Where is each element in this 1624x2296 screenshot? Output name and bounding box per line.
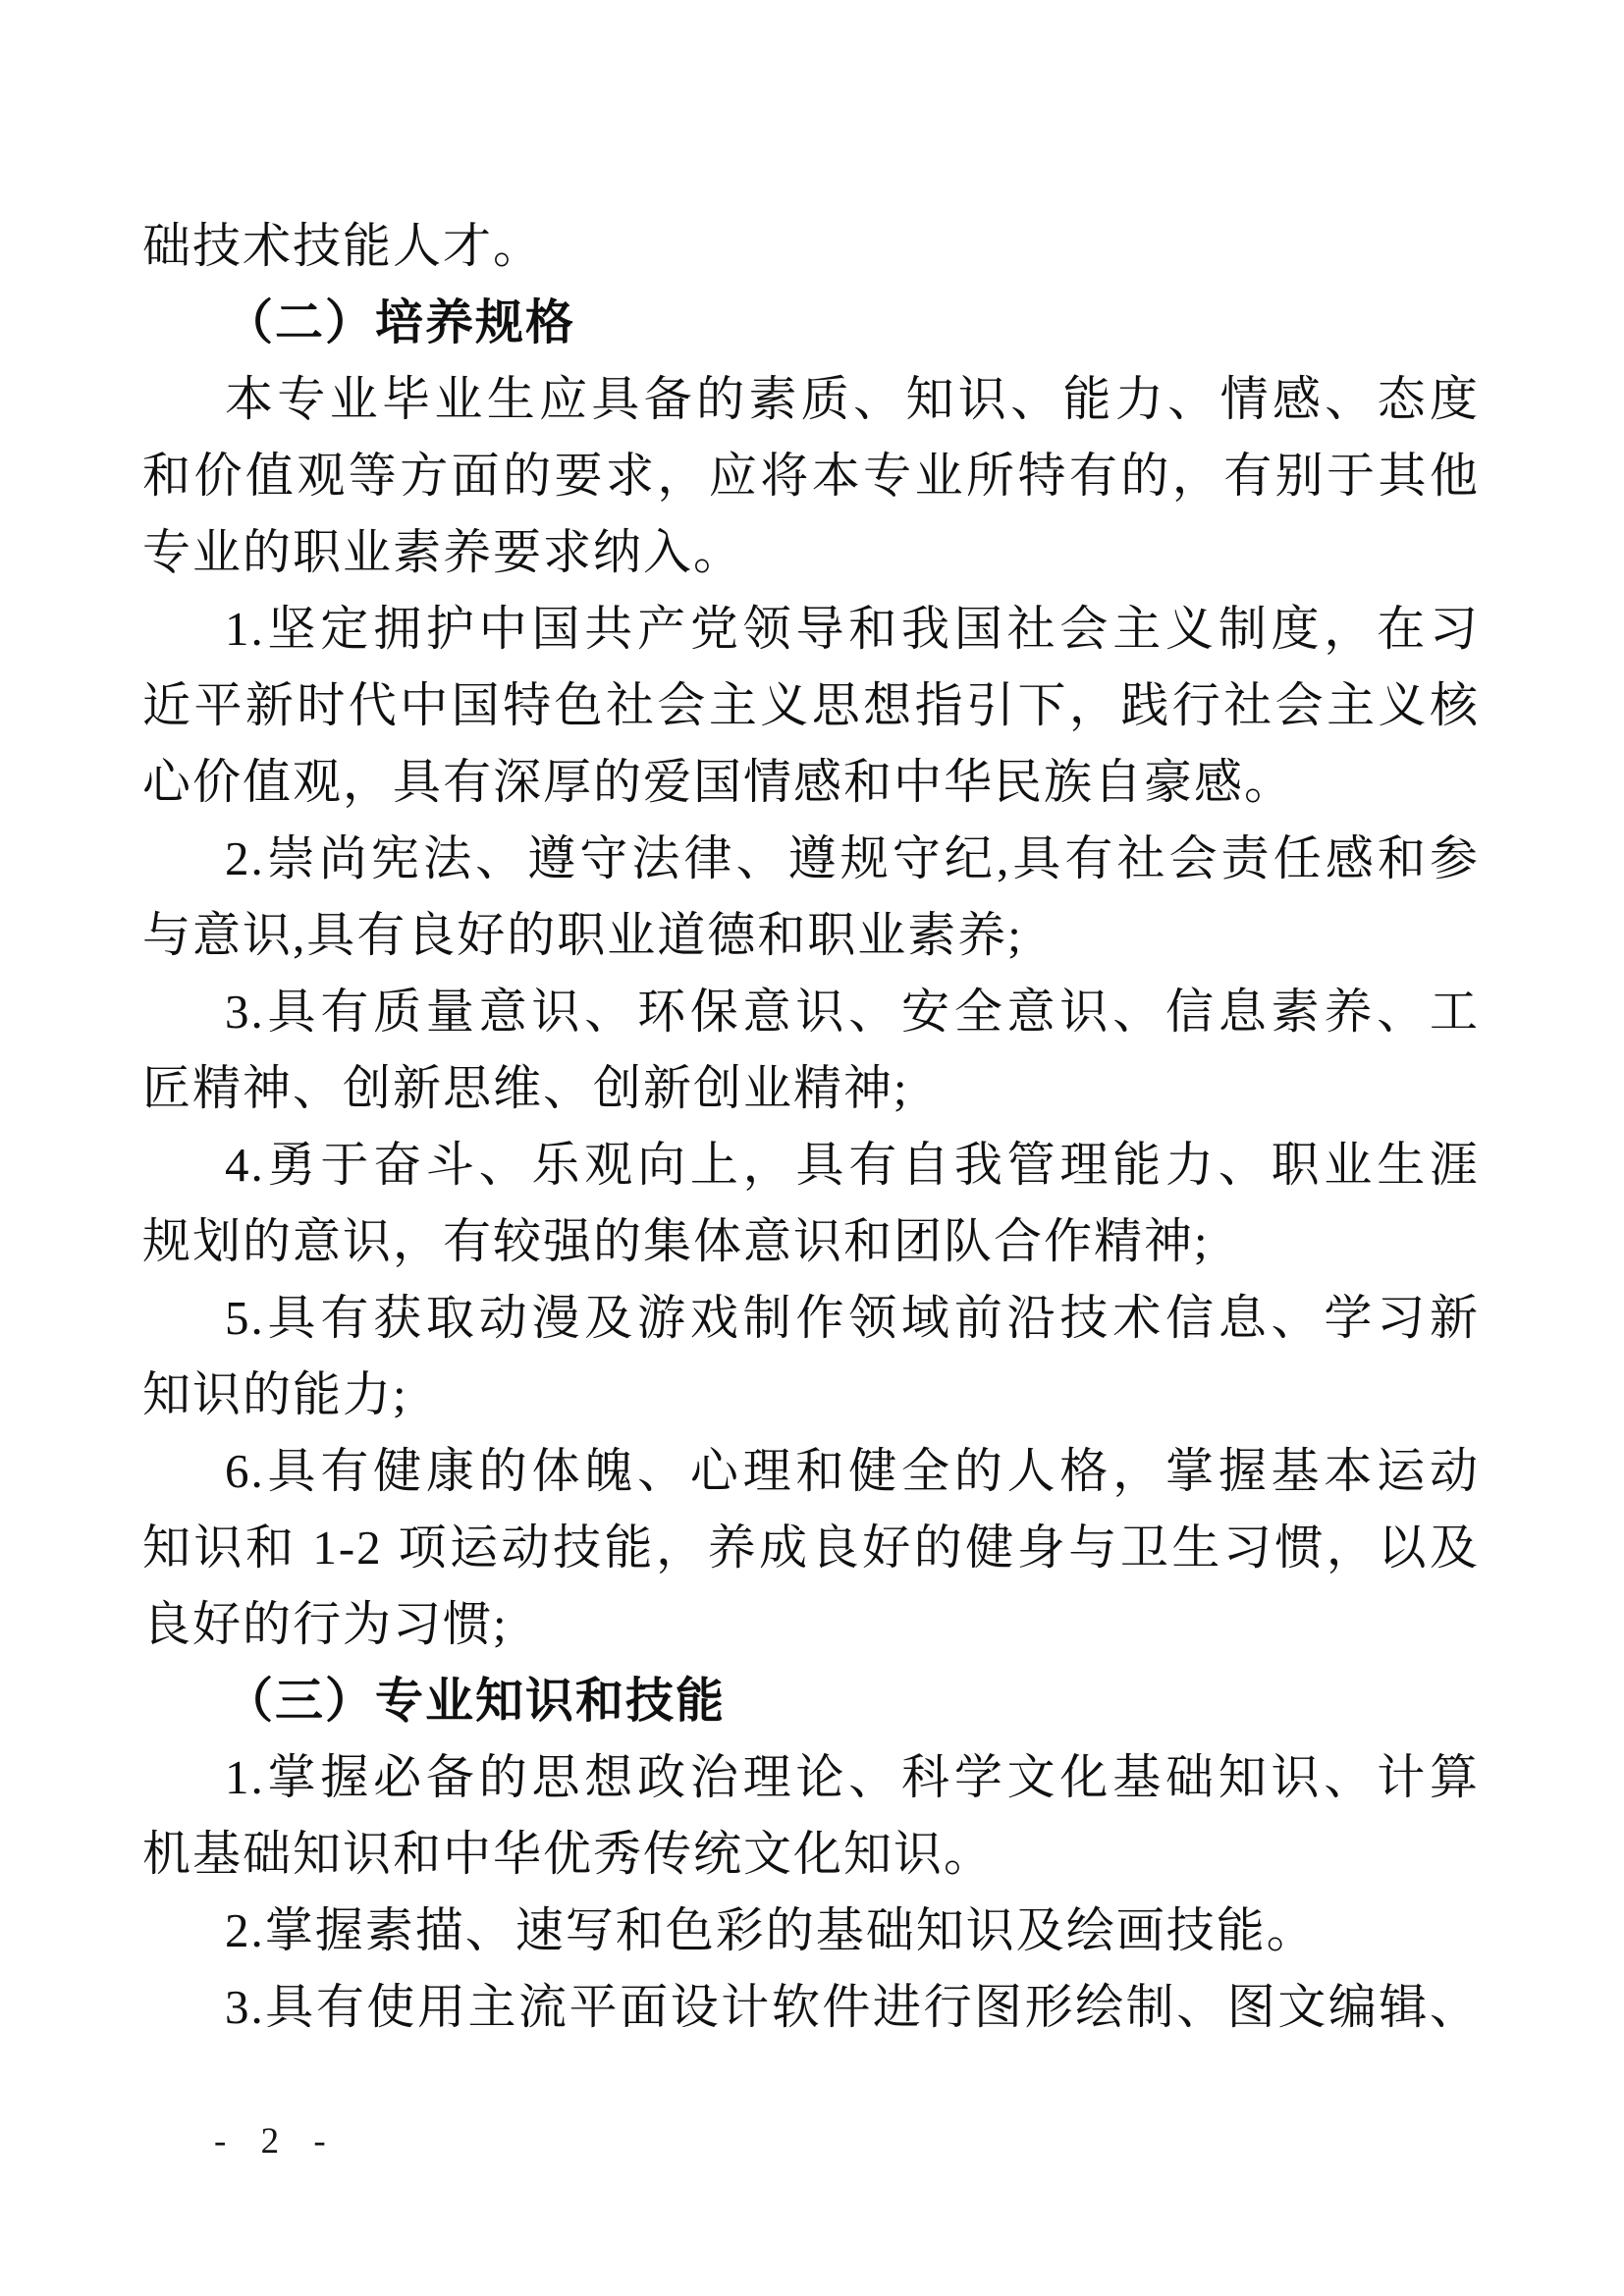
- text-line: 良好的行为习惯;: [142, 1597, 509, 1651]
- text-line: 知识的能力;: [142, 1367, 408, 1421]
- text-line: 机基础知识和中华优秀传统文化知识。: [142, 1827, 995, 1881]
- text-line: 本专业毕业生应具备的素质、知识、能力、情感、态度: [225, 372, 1480, 426]
- section-heading-3: （三）专业知识和技能: [225, 1674, 727, 1728]
- text-line: 3.具有质量意识、环保意识、安全意识、信息素养、工: [225, 985, 1480, 1039]
- text-line: 6.具有健康的体魄、心理和健全的人格，掌握基本运动: [225, 1444, 1480, 1498]
- text-line: 匠精神、创新思维、创新创业精神;: [142, 1061, 909, 1115]
- text-line: 3.具有使用主流平面设计软件进行图形绘制、图文编辑、: [225, 1980, 1480, 2034]
- text-line: 1.坚定拥护中国共产党领导和我国社会主义制度，在习: [225, 602, 1480, 656]
- section-heading-2: （二）培养规格: [225, 295, 576, 349]
- text-line: 5.具有获取动漫及游戏制作领域前沿技术信息、学习新: [225, 1291, 1480, 1345]
- text-line: 2.崇尚宪法、遵守法律、遵规守纪,具有社会责任感和参: [225, 831, 1480, 885]
- text-line: 4.勇于奋斗、乐观向上，具有自我管理能力、职业生涯: [225, 1138, 1480, 1192]
- text-line: 1.掌握必备的思想政治理论、科学文化基础知识、计算: [225, 1750, 1480, 1804]
- text-line: 心价值观，具有深厚的爱国情感和中华民族自豪感。: [142, 755, 1295, 809]
- text-line: 专业的职业素养要求纳入。: [142, 525, 744, 579]
- text-line: 知识和 1-2 项运动技能，养成良好的健身与卫生习惯，以及: [142, 1521, 1480, 1575]
- text-line: 和价值观等方面的要求，应将本专业所特有的，有别于其他: [142, 449, 1480, 503]
- document-body: [142, 208, 1480, 2046]
- text-line: 础技术技能人才。: [142, 219, 544, 273]
- page-number: - 2 -: [214, 2121, 330, 2162]
- text-line: 与意识,具有良好的职业道德和职业素养;: [142, 908, 1023, 962]
- text-line: 规划的意识，有较强的集体意识和团队合作精神;: [142, 1214, 1210, 1268]
- text-line: 近平新时代中国特色社会主义思想指引下，践行社会主义核: [142, 678, 1480, 732]
- text-line: 2.掌握素描、速写和色彩的基础知识及绘画技能。: [225, 1903, 1317, 1957]
